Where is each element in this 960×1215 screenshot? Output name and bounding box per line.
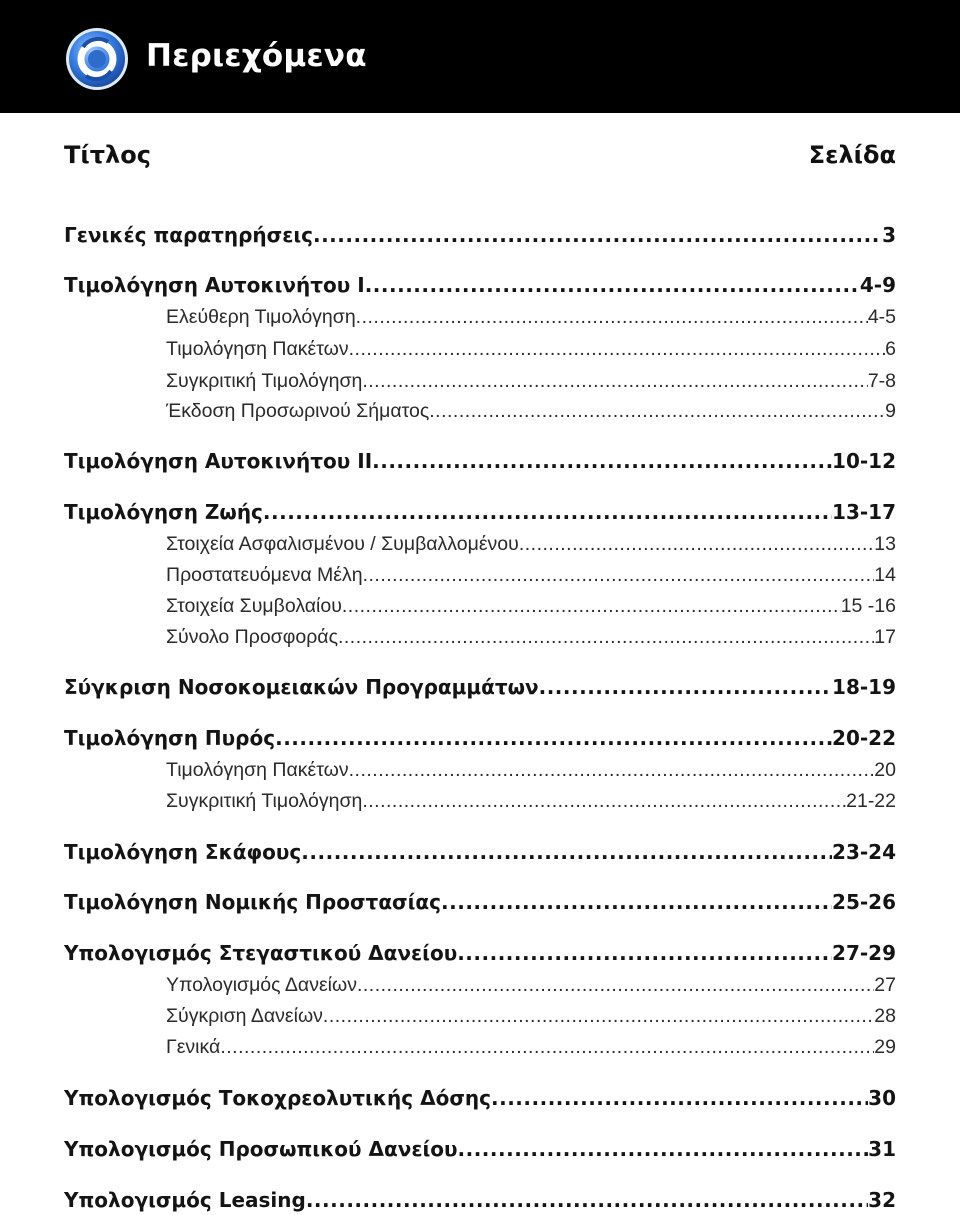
toc-leader-dots bbox=[441, 887, 832, 917]
column-title-label: Τίτλος bbox=[64, 141, 151, 169]
toc-subentry-page: 13 bbox=[874, 533, 896, 555]
toc-leader-dots bbox=[357, 970, 874, 1000]
toc-subentry-title: Στοιχεία Συμβολαίου bbox=[166, 595, 342, 617]
toc-subentry[interactable] bbox=[166, 591, 896, 621]
toc-entry-title: Τιμολόγηση Νομικής Προστασίας bbox=[64, 890, 442, 914]
toc-leader-dots bbox=[363, 560, 875, 590]
toc-entry-page: 30 bbox=[868, 1086, 896, 1110]
toc-entry-title: Υπολογισμός Τοκοχρεολυτικής Δόσης bbox=[64, 1086, 492, 1110]
toc-subentry-page: 21-22 bbox=[846, 790, 896, 812]
toc-leader-dots bbox=[457, 938, 832, 968]
toc-subentry-title: Γενικά bbox=[166, 1036, 221, 1058]
toc-leader-dots bbox=[275, 723, 832, 753]
toc-leader-dots bbox=[365, 270, 860, 300]
toc-subentry[interactable] bbox=[166, 786, 896, 816]
toc-leader-dots bbox=[429, 396, 885, 426]
toc-entry[interactable] bbox=[64, 270, 896, 300]
toc-subentry-title: Ελεύθερη Τιμολόγηση bbox=[166, 306, 356, 328]
column-page-label: Σελίδα bbox=[808, 141, 896, 169]
toc-leader-dots bbox=[220, 1032, 874, 1062]
toc-subentry-page: 28 bbox=[874, 1005, 896, 1027]
toc-entry-page: 32 bbox=[868, 1188, 896, 1212]
toc-entry-title: Τιμολόγηση Σκάφους bbox=[64, 840, 302, 864]
toc-subentry-title: Προστατευόμενα Μέλη bbox=[166, 564, 363, 586]
toc-leader-dots bbox=[313, 220, 882, 250]
toc-subentry[interactable] bbox=[166, 334, 896, 364]
toc-subentry-page: 7-8 bbox=[867, 370, 896, 392]
page-title: Περιεχόμενα bbox=[146, 38, 367, 74]
logo-ring-icon bbox=[64, 26, 130, 92]
toc-leader-dots bbox=[519, 529, 874, 559]
toc-subentry-title: Συγκριτική Τιμολόγηση bbox=[166, 370, 363, 392]
toc-leader-dots bbox=[342, 591, 841, 621]
toc-subentry-page: 27 bbox=[874, 974, 896, 996]
toc-subentry-page: 14 bbox=[874, 564, 896, 586]
toc-entry[interactable] bbox=[64, 446, 896, 476]
toc-entry-title: Σύγκριση Νοσοκομειακών Προγραμμάτων bbox=[64, 675, 539, 699]
toc-entry-page: 20-22 bbox=[832, 726, 896, 750]
toc-subentry[interactable] bbox=[166, 1032, 896, 1062]
toc-subentry[interactable] bbox=[166, 622, 896, 652]
toc-leader-dots bbox=[362, 786, 846, 816]
toc-entry[interactable] bbox=[64, 837, 896, 867]
toc-entry-title: Υπολογισμός Στεγαστικού Δανείου bbox=[64, 941, 458, 965]
toc-leader-dots bbox=[323, 1001, 874, 1031]
toc-entry-title: Τιμολόγηση Αυτοκινήτου II bbox=[64, 449, 373, 473]
toc-subentry-page: 15 -16 bbox=[840, 595, 896, 617]
toc-subentry-title: Έκδοση Προσωρινού Σήματος bbox=[166, 400, 430, 422]
toc-entry[interactable] bbox=[64, 723, 896, 753]
toc-entry-title: Υπολογισμός Προσωπικού Δανείου bbox=[64, 1137, 458, 1161]
toc-subentry-title: Συγκριτική Τιμολόγηση bbox=[166, 790, 363, 812]
toc-subentry-page: 4-5 bbox=[867, 306, 896, 328]
toc-entry[interactable] bbox=[64, 887, 896, 917]
toc-entry-title: Γενικές παρατηρήσεις bbox=[64, 223, 313, 247]
toc-subentry-title: Τιμολόγηση Πακέτων bbox=[166, 338, 349, 360]
toc-leader-dots bbox=[306, 1185, 868, 1215]
toc-subentry[interactable] bbox=[166, 366, 896, 396]
toc-entry-title: Τιμολόγηση Ζωής bbox=[64, 500, 263, 524]
toc-entry-page: 27-29 bbox=[832, 941, 896, 965]
toc-entry-page: 10-12 bbox=[832, 449, 896, 473]
toc-leader-dots bbox=[349, 755, 875, 785]
toc-leader-dots bbox=[338, 622, 874, 652]
toc-entry-page: 4-9 bbox=[859, 273, 896, 297]
toc-subentry[interactable] bbox=[166, 396, 896, 426]
toc-entry[interactable] bbox=[64, 497, 896, 527]
toc-entry[interactable] bbox=[64, 220, 896, 250]
toc-entry-page: 13-17 bbox=[832, 500, 896, 524]
toc-subentry-title: Υπολογισμός Δανείων bbox=[166, 974, 357, 996]
toc-entry-title: Τιμολόγηση Αυτοκινήτου I bbox=[64, 273, 365, 297]
toc-subentry[interactable] bbox=[166, 302, 896, 332]
toc-subentry-title: Σύγκριση Δανείων bbox=[166, 1005, 323, 1027]
toc-subentry-title: Σύνολο Προσφοράς bbox=[166, 626, 338, 648]
toc-subentry-page: 6 bbox=[885, 338, 896, 360]
toc-entry[interactable] bbox=[64, 1185, 896, 1215]
toc-entry[interactable] bbox=[64, 672, 896, 702]
toc-leader-dots bbox=[539, 672, 832, 702]
toc-leader-dots bbox=[356, 302, 868, 332]
toc-subentry-page: 20 bbox=[874, 759, 896, 781]
toc-leader-dots bbox=[263, 497, 832, 527]
toc-entry-page: 25-26 bbox=[832, 890, 896, 914]
page-header bbox=[0, 0, 960, 113]
toc-entry[interactable] bbox=[64, 938, 896, 968]
toc-subentry[interactable] bbox=[166, 1001, 896, 1031]
toc-leader-dots bbox=[491, 1083, 868, 1113]
toc-entry-page: 18-19 bbox=[832, 675, 896, 699]
toc-entry[interactable] bbox=[64, 1083, 896, 1113]
toc-entry-title: Υπολογισμός Leasing bbox=[64, 1188, 306, 1212]
toc-subentry-page: 9 bbox=[885, 400, 896, 422]
toc-leader-dots bbox=[362, 366, 867, 396]
toc-subentry-title: Τιμολόγηση Πακέτων bbox=[166, 759, 349, 781]
toc-subentry[interactable] bbox=[166, 529, 896, 559]
toc-leader-dots bbox=[372, 446, 832, 476]
toc-entry[interactable] bbox=[64, 1134, 896, 1164]
toc-subentry[interactable] bbox=[166, 755, 896, 785]
toc-subentry-title: Στοιχεία Ασφαλισμένου / Συμβαλλομένου bbox=[166, 533, 519, 555]
toc-entry-page: 23-24 bbox=[832, 840, 896, 864]
toc-subentry-page: 29 bbox=[874, 1036, 896, 1058]
toc-leader-dots bbox=[301, 837, 832, 867]
toc-leader-dots bbox=[458, 1134, 869, 1164]
toc-subentry[interactable] bbox=[166, 970, 896, 1000]
toc-entry-page: 31 bbox=[868, 1137, 896, 1161]
toc-entry-title: Τιμολόγηση Πυρός bbox=[64, 726, 276, 750]
toc-entry-page: 3 bbox=[882, 223, 896, 247]
toc-subentry-page: 17 bbox=[874, 626, 896, 648]
toc-subentry[interactable] bbox=[166, 560, 896, 590]
toc-leader-dots bbox=[349, 334, 886, 364]
